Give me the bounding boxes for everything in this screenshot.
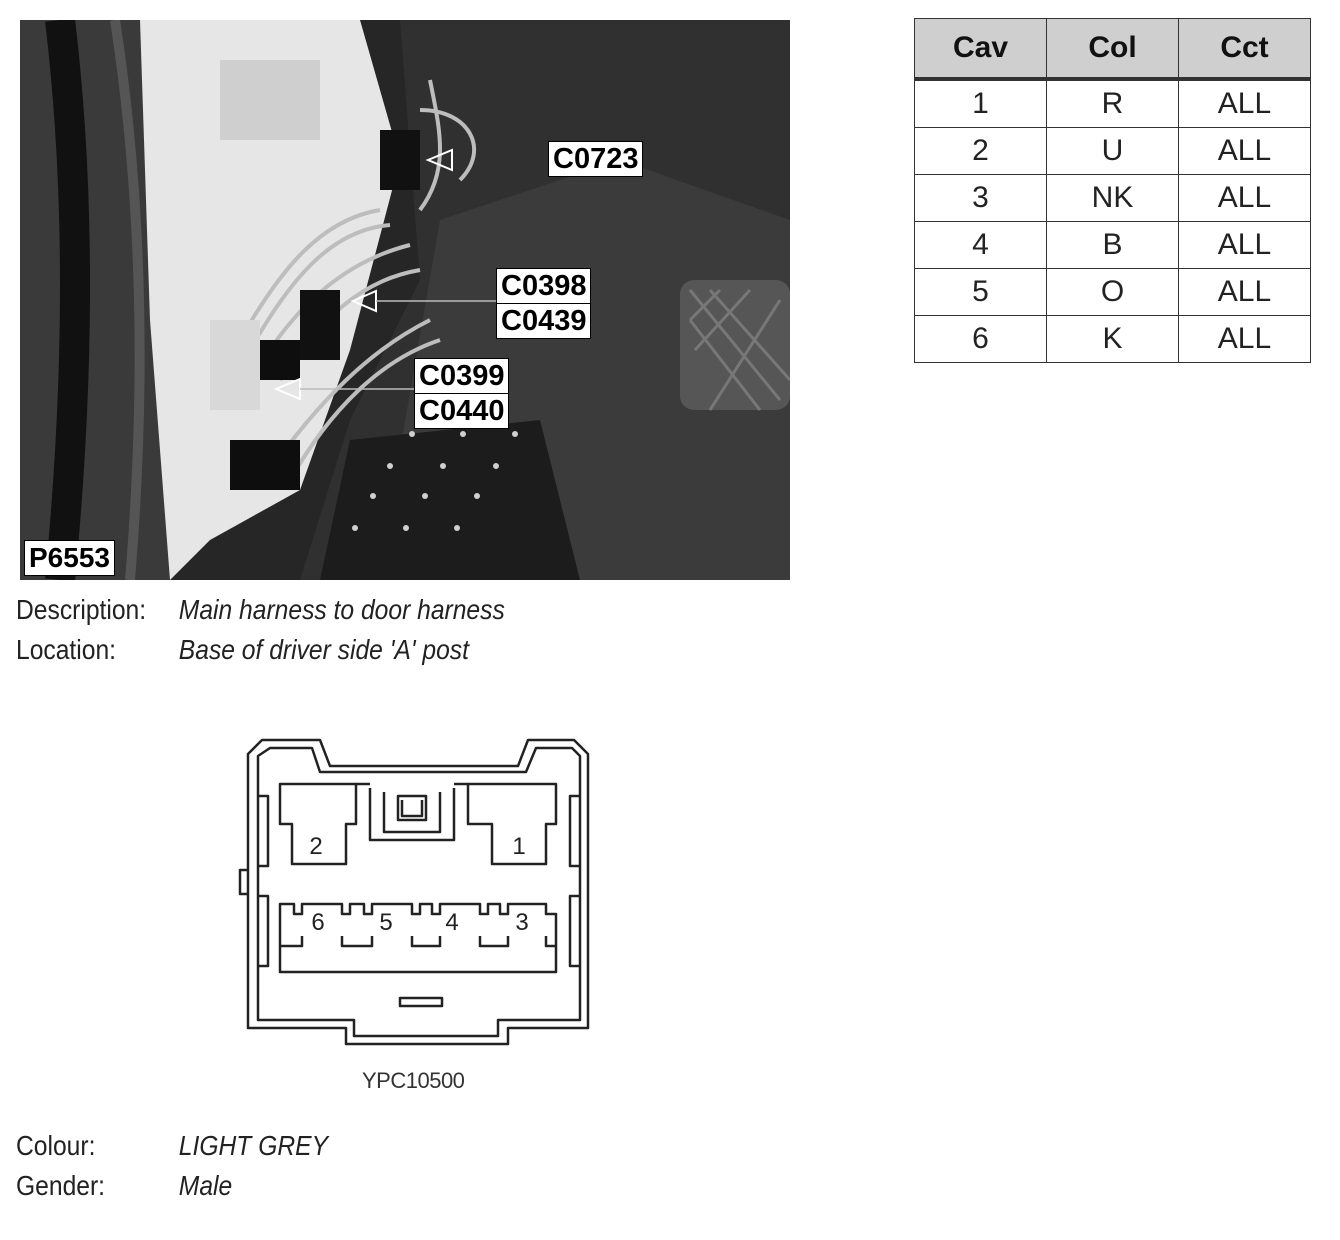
description-row [16, 594, 505, 626]
cell-cct: ALL [1179, 222, 1311, 269]
pin-label-6: 6 [311, 909, 325, 936]
pin-label-1: 1 [512, 833, 526, 860]
gender-label: Gender: [16, 1170, 106, 1201]
location-row [16, 634, 469, 666]
table-row [915, 175, 1311, 222]
cell-cct: ALL [1179, 175, 1311, 222]
colour-row [16, 1130, 328, 1162]
header-cav: Cav [915, 19, 1047, 80]
cell-col: K [1047, 316, 1179, 363]
photo-scene [20, 20, 790, 580]
location-value: Base of driver side 'A' post [178, 634, 469, 665]
location-photo [20, 20, 790, 580]
connector-part-code: YPC10500 [362, 1068, 465, 1093]
table-row [915, 128, 1311, 175]
pin-label-2: 2 [309, 833, 323, 860]
cell-cct: ALL [1179, 269, 1311, 316]
cell-cct: ALL [1179, 79, 1311, 128]
cell-cav: 1 [915, 79, 1047, 128]
cell-cav: 2 [915, 128, 1047, 175]
gender-row [16, 1170, 232, 1202]
cell-cav: 5 [915, 269, 1047, 316]
callout-c0723: C0723 [548, 141, 643, 177]
cell-col: U [1047, 128, 1179, 175]
table-row [915, 316, 1311, 363]
cell-cct: ALL [1179, 128, 1311, 175]
table-row [915, 79, 1311, 128]
cell-cav: 6 [915, 316, 1047, 363]
description-label: Description: [16, 594, 147, 625]
location-label: Location: [16, 634, 117, 665]
cell-cct: ALL [1179, 316, 1311, 363]
pin-label-5: 5 [379, 909, 393, 936]
colour-label: Colour: [16, 1130, 96, 1161]
cell-col: O [1047, 269, 1179, 316]
description-value: Main harness to door harness [178, 594, 505, 625]
cell-cav: 4 [915, 222, 1047, 269]
header-col: Col [1047, 19, 1179, 80]
callout-c0399: C0399 [414, 358, 509, 394]
callout-c0440: C0440 [414, 393, 509, 429]
gender-value: Male [178, 1170, 233, 1201]
table-header-row [915, 19, 1311, 80]
table-row [915, 269, 1311, 316]
connector-face-diagram [236, 736, 600, 1054]
callout-c0398: C0398 [496, 268, 591, 304]
cell-cav: 3 [915, 175, 1047, 222]
header-cct: Cct [1179, 19, 1311, 80]
pin-label-4: 4 [445, 909, 459, 936]
cell-col: NK [1047, 175, 1179, 222]
colour-value: LIGHT GREY [178, 1130, 329, 1161]
pin-table [914, 18, 1311, 363]
photo-reference-label: P6553 [24, 540, 115, 576]
cell-col: B [1047, 222, 1179, 269]
pin-label-3: 3 [515, 909, 529, 936]
table-row [915, 222, 1311, 269]
callout-c0439: C0439 [496, 303, 591, 339]
cell-col: R [1047, 79, 1179, 128]
